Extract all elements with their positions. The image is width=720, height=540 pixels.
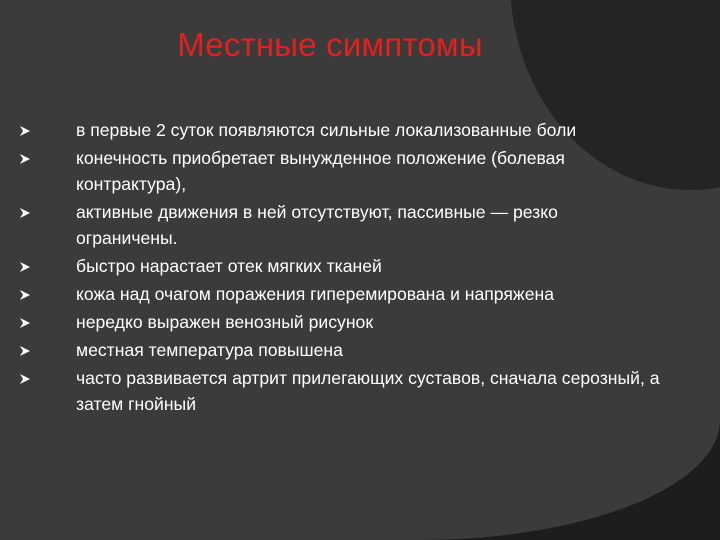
list-item — [20, 253, 660, 279]
list-item — [20, 145, 660, 197]
list-item-text: быстро нарастает отек мягких тканей — [76, 256, 382, 276]
list-item-text: кожа над очагом поражения гиперемирована и напряжена — [76, 284, 554, 304]
list-item-text: конечность приобретает вынужденное положение (болевая контрактура), — [76, 148, 565, 194]
list-item — [20, 365, 660, 417]
list-item-text: местная температура повышена — [76, 340, 343, 360]
arrowhead-bullet-icon — [20, 346, 30, 356]
bullet-list — [20, 117, 660, 419]
arrowhead-bullet-icon — [20, 318, 30, 328]
arrowhead-bullet-icon — [20, 126, 30, 136]
arrowhead-bullet-icon — [20, 290, 30, 300]
slide-title: Местные симптомы — [177, 26, 483, 63]
list-item-text: часто развивается артрит прилегающих суставов, сначала серозный, а затем гнойный — [76, 368, 660, 414]
list-item — [20, 309, 660, 335]
list-item-text: нередко выражен венозный рисунок — [76, 312, 374, 332]
list-item — [20, 117, 660, 143]
list-item — [20, 199, 660, 251]
list-item-text: в первые 2 суток появляются сильные локализованные боли — [76, 120, 577, 140]
arrowhead-bullet-icon — [20, 374, 30, 384]
arrowhead-bullet-icon — [20, 208, 30, 218]
list-item — [20, 281, 660, 307]
arrowhead-bullet-icon — [20, 154, 30, 164]
list-item-text: активные движения в ней отсутствуют, пассивные — резко ограничены. — [76, 202, 558, 248]
list-item — [20, 337, 660, 363]
arrowhead-bullet-icon — [20, 262, 30, 272]
